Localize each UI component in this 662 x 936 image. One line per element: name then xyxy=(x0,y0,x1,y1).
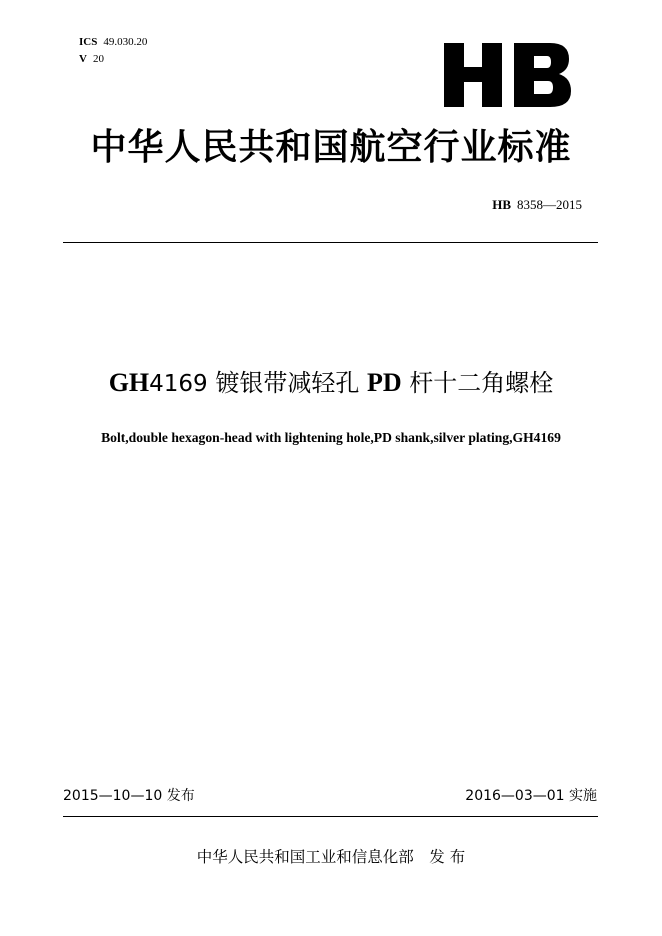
hb-logo xyxy=(438,38,578,112)
standard-prefix: HB xyxy=(492,197,511,212)
title-cn-text-1: 镀银带减轻孔 xyxy=(207,369,367,397)
implementation-date: 2016—03—01 实施 xyxy=(465,788,597,804)
top-divider xyxy=(63,242,598,243)
title-cn-shank: PD xyxy=(366,368,402,397)
title-english: Bolt,double hexagon-head with lightening hole,PD shank,silver plating,GH4169 xyxy=(101,430,561,445)
ics-value: 49.030.20 xyxy=(103,36,148,48)
classification-code xyxy=(79,52,104,66)
issue-date: 2015—10—10 发布 xyxy=(63,788,195,804)
classification-label: V xyxy=(79,53,87,65)
authority-title: 中华人民共和国航空行业标准 xyxy=(90,127,572,168)
standard-number xyxy=(492,196,582,214)
title-cn-text-2: 杆十二角螺栓 xyxy=(401,369,554,397)
title-cn-material-number: 4169 xyxy=(149,371,208,397)
classification-value: 20 xyxy=(92,53,104,65)
standard-number-value: 8358—2015 xyxy=(517,197,582,212)
title-cn-material-prefix: GH xyxy=(108,368,150,397)
title-chinese xyxy=(0,366,662,401)
publisher: 中华人民共和国工业和信息化部 发 布 xyxy=(196,848,466,866)
ics-code xyxy=(79,35,147,49)
ics-label: ICS xyxy=(79,36,98,48)
bottom-divider xyxy=(63,816,598,817)
